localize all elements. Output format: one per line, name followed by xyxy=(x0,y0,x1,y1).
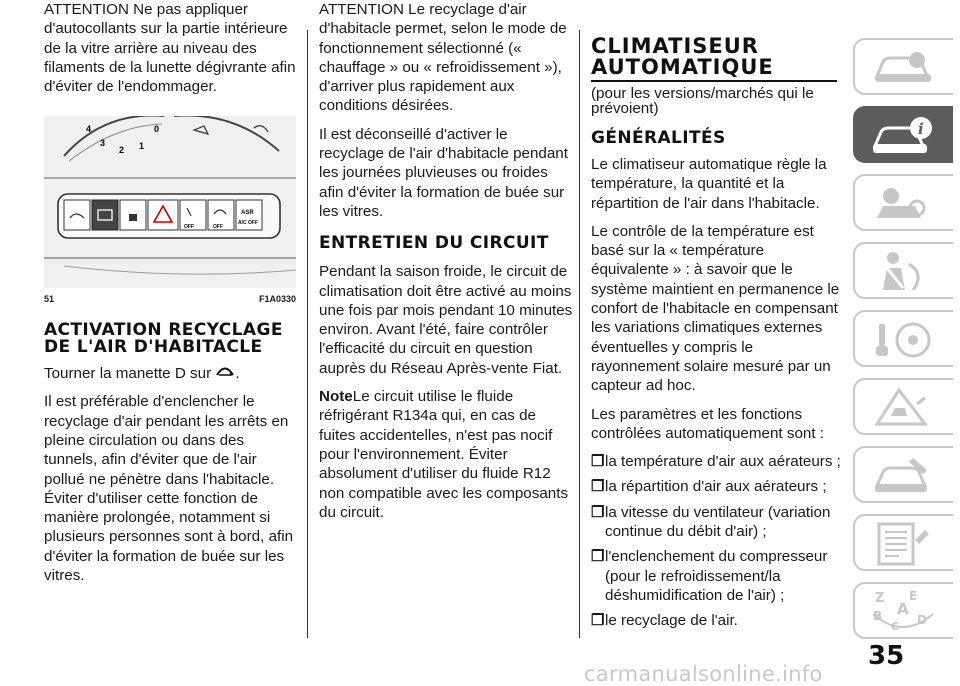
column-divider xyxy=(579,30,580,638)
tab-safety[interactable] xyxy=(853,242,953,299)
generalites-paragraph-2: Le contrôle de la température est basé sur la « température équivalente » : à savoir que le système maintient en permanence le confort de l'habitacle en compensant les variations climatiques externes éventuelles y compris le rayonnement solaire mesuré par un capteur ad hoc. xyxy=(591,222,840,395)
svg-text:A: A xyxy=(897,600,909,618)
column-3 xyxy=(591,36,841,637)
figure-number: 51 xyxy=(44,294,55,305)
section-heading-generalites: GÉNÉRALITÉS xyxy=(591,128,726,148)
list-item xyxy=(591,611,841,630)
button-label-off: OFF xyxy=(213,224,223,231)
deconseille-paragraph: Il est déconseillé d'activer le recyclage de l'air d'habitacle pendant les journées pluvieuses ou froides afin d'éviter la formation de buée sur les vitres. xyxy=(319,125,568,220)
svg-text:Z: Z xyxy=(875,591,885,606)
generalites-paragraph-3: Les paramètres et les fonctions contrôlées automatiquement sont : xyxy=(591,405,825,442)
list-item xyxy=(591,547,841,605)
title-line: AUTOMATIQUE xyxy=(591,55,774,79)
button-label-acoff: A/C OFF xyxy=(238,220,258,227)
car-info-icon xyxy=(869,114,939,158)
maintenance-car-icon xyxy=(869,454,939,498)
list-item-text: l'enclenchement du compresseur (pour le refroidissement/la déshumidification de l'air) ; xyxy=(605,548,828,604)
tab-emergency[interactable] xyxy=(853,378,953,435)
svg-text:C: C xyxy=(891,620,900,633)
note-paragraph xyxy=(319,387,575,522)
list-item xyxy=(591,477,841,496)
warning-breakdown-icon xyxy=(869,386,939,430)
specifications-list-icon xyxy=(869,522,939,566)
heading-line: DE L'AIR D'HABITACLE xyxy=(44,336,263,357)
svg-text:E: E xyxy=(909,590,918,603)
dial-number: 3 xyxy=(100,138,106,149)
column-2 xyxy=(319,0,575,531)
figure-code: F1A0330 xyxy=(258,294,296,305)
title-line: CLIMATISEUR xyxy=(591,34,759,58)
steering-key-icon xyxy=(869,318,939,362)
attention-paragraph: ATTENTION Ne pas appliquer d'autocollants sur la partie intérieure de la vitre arrière au niveau des filaments de la lunette dégivrante afin d'éviter de l'endommager. xyxy=(44,1,296,96)
checkbox-icon: ❒ xyxy=(591,503,605,521)
subtitle: (pour les versions/marchés qui le prévoient) xyxy=(591,85,814,117)
section-heading-entretien: ENTRETIEN DU CIRCUIT xyxy=(319,233,549,254)
page-number: 35 xyxy=(868,641,905,671)
list-item xyxy=(591,452,841,471)
recyclage-paragraph: Il est préférable d'enclencher le recyclage d'air pendant les arrêts en pleine circulation ou dans des tunnels, afin d'éviter que de l'air pollué ne pénètre dans l'habitacle. Éviter d'utiliser cette fonction de manière prolongée, notamment si plusieurs personnes sont à bord, afin d'éviter la formation de buée sur les vitres. xyxy=(44,393,294,585)
title-underline xyxy=(591,80,837,82)
note-text: Le circuit utilise le fluide réfrigérant R134a qui, en cas de fuites accidentelles, n'est pas nocif pour l'environnement. Éviter absolument d'utiliser du fluide R12 non compatible avec les composants du circuit. xyxy=(319,388,569,521)
tab-maintenance[interactable] xyxy=(853,446,953,503)
tab-vehicle[interactable] xyxy=(853,38,953,95)
seatbelt-airbag-icon xyxy=(869,250,939,294)
dashboard-lights-icon xyxy=(869,182,939,226)
car-icon xyxy=(869,46,939,90)
tab-knowing-vehicle[interactable] xyxy=(853,106,953,163)
dial-number: 0 xyxy=(154,124,160,135)
checkbox-icon: ❒ xyxy=(591,548,605,566)
tourner-paragraph xyxy=(44,364,296,384)
list-item-text: le recyclage de l'air. xyxy=(605,612,738,630)
heading-line: ACTIVATION RECYCLAGE xyxy=(44,319,283,340)
chapter-title xyxy=(591,36,841,78)
list-item xyxy=(591,503,841,542)
svg-text:D: D xyxy=(917,613,927,627)
list-item-text: la température d'air aux aérateurs ; xyxy=(605,453,841,471)
section-heading-activation xyxy=(44,319,296,357)
tab-index[interactable] xyxy=(853,582,953,639)
svg-text:i: i xyxy=(918,120,924,138)
list-item-text: la répartition d'air aux aérateurs ; xyxy=(605,478,827,496)
tourner-text: Tourner la manette D sur xyxy=(44,364,212,382)
note-label: Note xyxy=(319,388,353,406)
entretien-paragraph: Pendant la saison froide, le circuit de climatisation doit être activé au moins une fois par mois pendant 10 minutes environ. Avant l'été, faire contrôler l'efficacité du circuit en question auprès du Réseau Après-vente Fiat. xyxy=(319,263,573,377)
checkbox-icon: ❒ xyxy=(591,453,605,471)
figure-caption xyxy=(44,288,296,309)
tab-dashboard-lights[interactable] xyxy=(853,174,953,231)
tourner-period: . xyxy=(235,364,240,382)
dial-number: 2 xyxy=(119,145,125,156)
tab-starting-driving[interactable] xyxy=(853,310,953,367)
attention-recyclage-paragraph: ATTENTION Le recyclage d'air d'habitacle permet, selon le mode de fonctionnement sélectionné (« chauffage » ou « refroidissement »), d'arriver plus rapidement aux conditions désirées. xyxy=(319,1,567,115)
chapter-tabs xyxy=(853,38,960,650)
dial-number: 1 xyxy=(139,141,145,152)
generalites-paragraph-1: Le climatiseur automatique règle la température, la quantité et la répartition de l'air dans l'habitacle. xyxy=(591,156,827,212)
column-divider xyxy=(307,30,308,638)
tab-technical-data[interactable] xyxy=(853,514,953,571)
list-item-text: la vitesse du ventilateur (variation continue du débit d'air) ; xyxy=(605,503,831,541)
watermark: carmanualsonline.info xyxy=(584,662,823,686)
figure-control-panel xyxy=(44,116,296,309)
index-letters-icon xyxy=(869,590,939,634)
column-1 xyxy=(44,0,296,594)
checkbox-icon: ❒ xyxy=(591,612,605,630)
air-recirculation-icon xyxy=(215,364,235,383)
button-label-off: OFF xyxy=(184,224,194,231)
control-panel-image xyxy=(44,116,296,288)
button-label-asr: ASR xyxy=(241,210,254,217)
checkbox-icon: ❒ xyxy=(591,478,605,496)
dial-number: 4 xyxy=(86,124,92,135)
svg-text:B: B xyxy=(873,609,883,623)
